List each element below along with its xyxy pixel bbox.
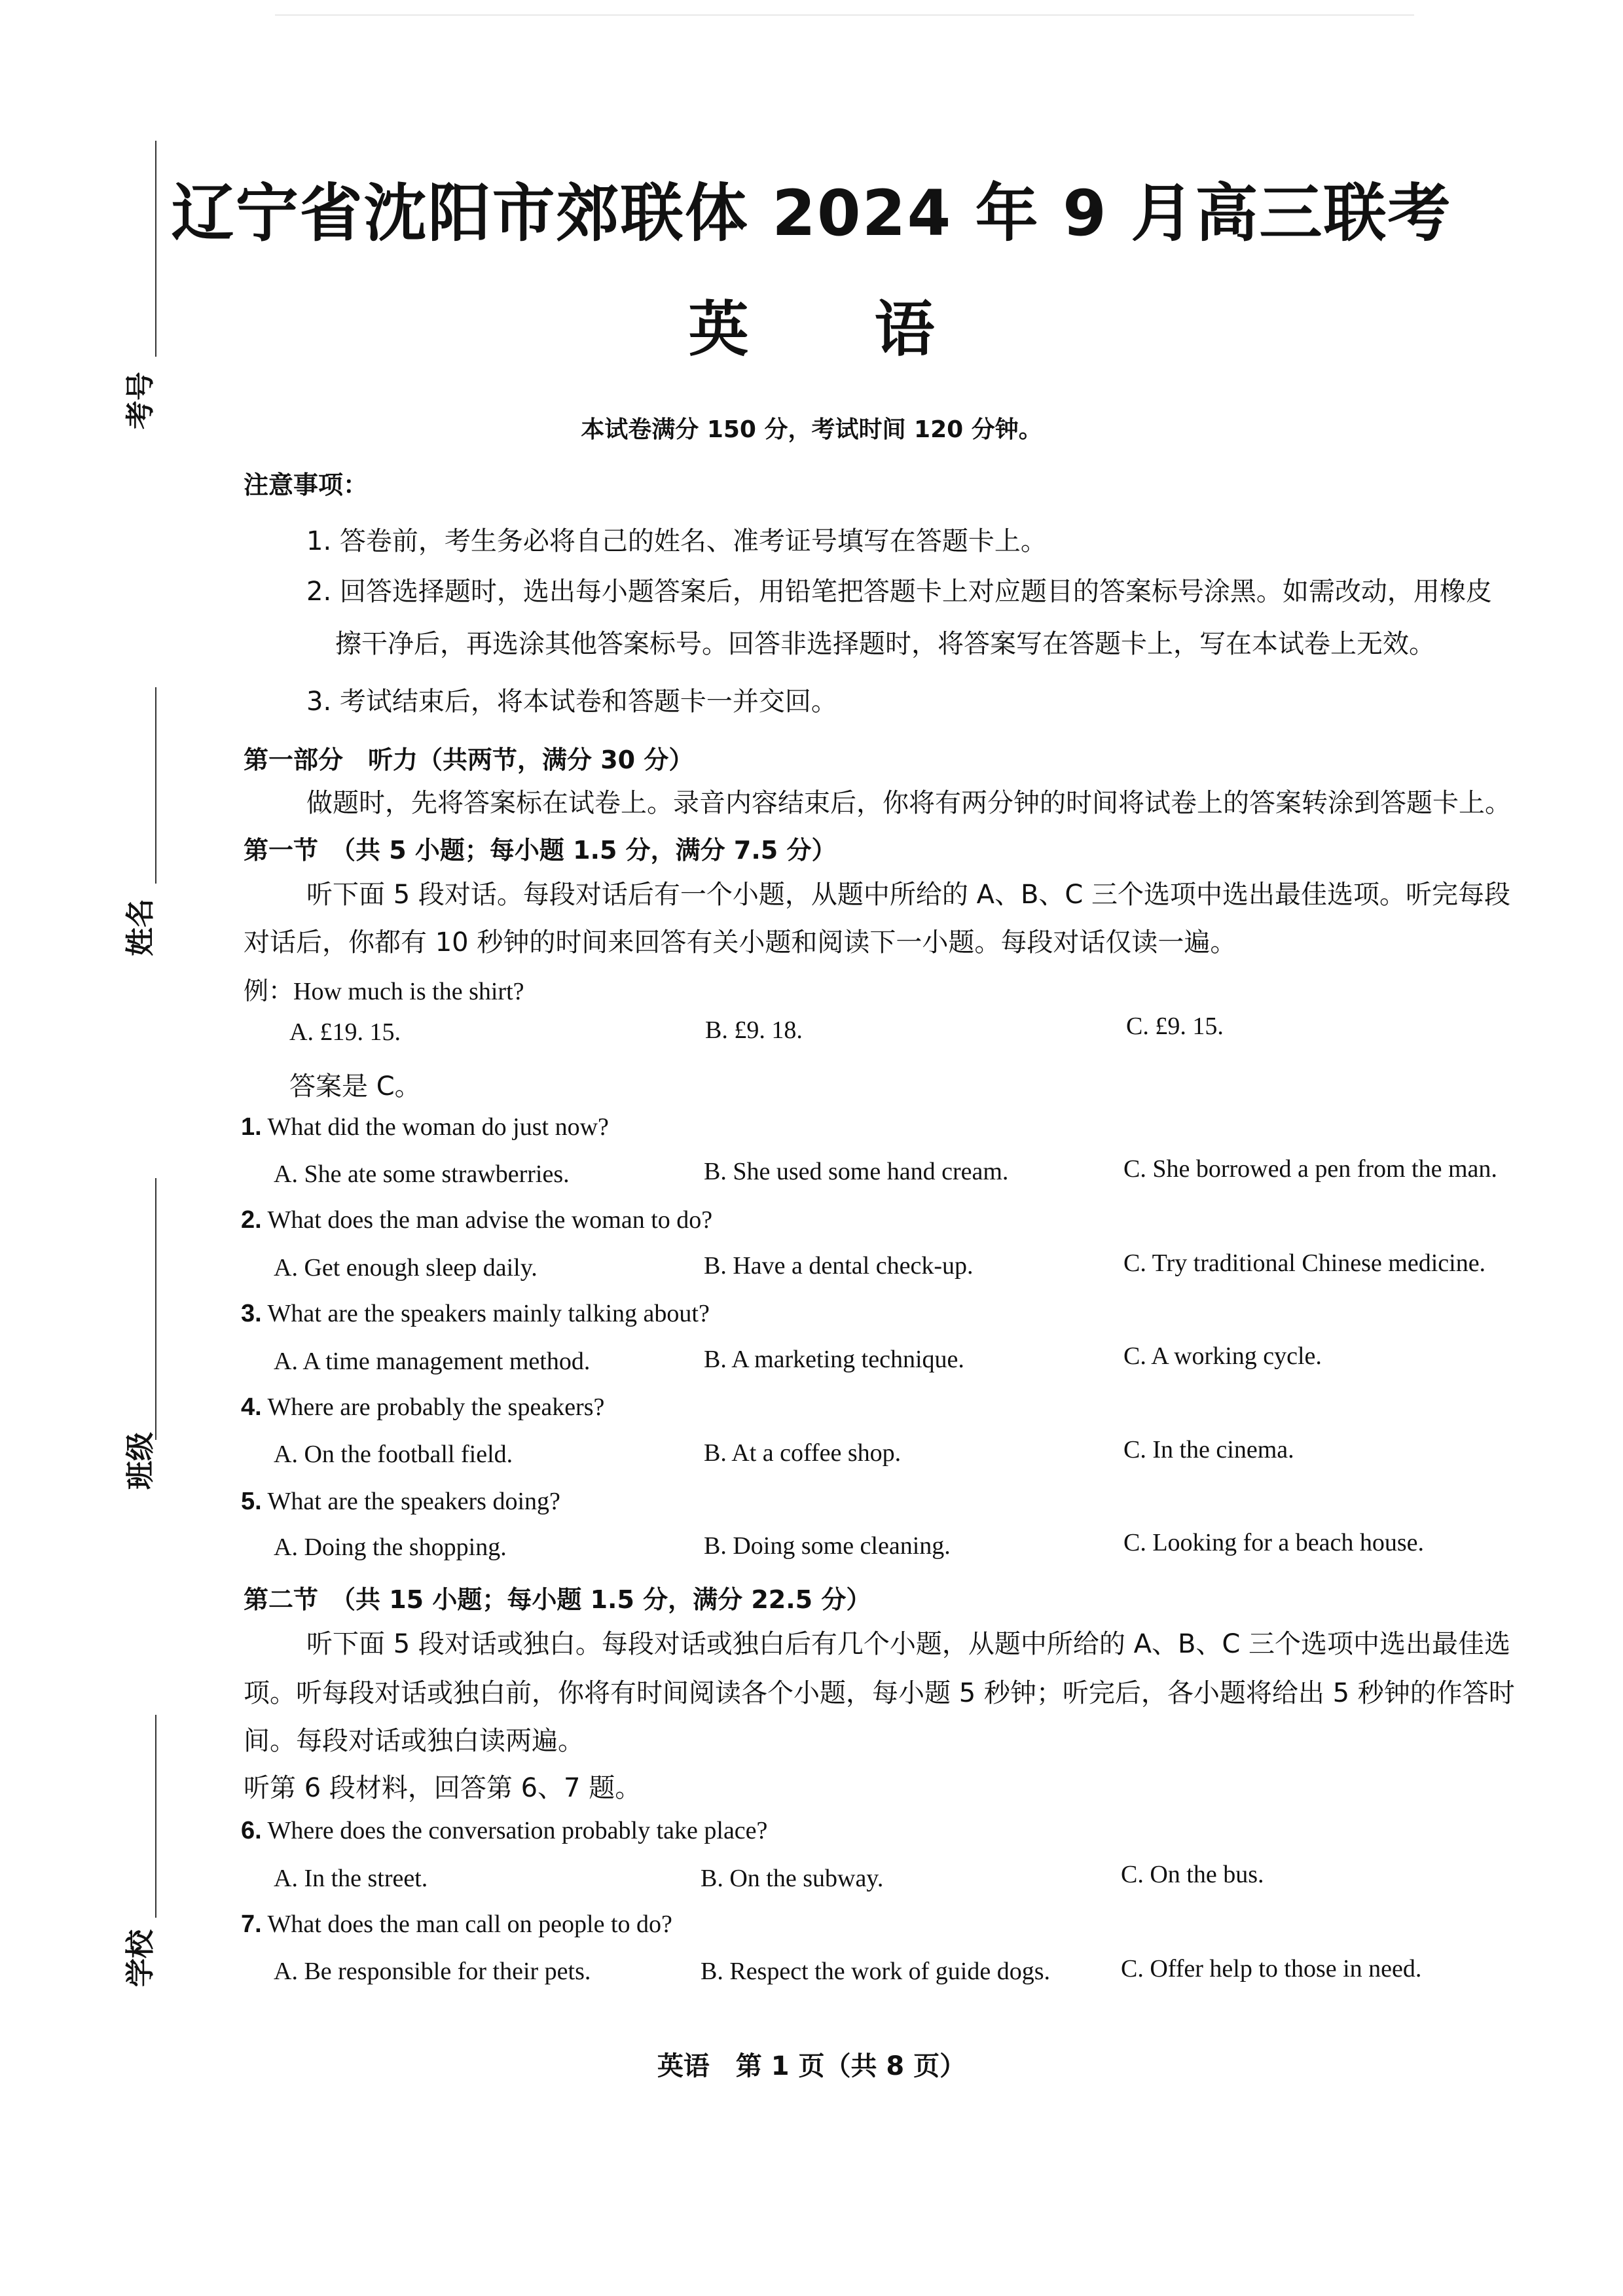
question-text: Where does the conversation probably take place? <box>267 1817 768 1844</box>
example-answer: 答案是 C。 <box>289 1071 421 1102</box>
q5-option-b: B. Doing some cleaning. <box>704 1532 951 1560</box>
name-label: 姓名 <box>124 899 157 956</box>
question-5 <box>241 1487 560 1516</box>
school-label: 学校 <box>124 1929 157 1987</box>
q4-option-c: C. In the cinema. <box>1123 1436 1294 1463</box>
q4-option-a: A. On the football field. <box>274 1441 513 1468</box>
example-prompt: 例：How much is the shirt? <box>244 978 524 1005</box>
example-option-c: C. £9. 15. <box>1126 1013 1224 1040</box>
class-line <box>155 1178 156 1440</box>
section2-instruction-2: 项。听每段对话或独白前，你将有时间阅读各个小题，每小题 5 秒钟；听完后，各小题将给出 5 秒钟的作答时 <box>244 1678 1515 1708</box>
subject-title: 英 语 <box>688 295 987 365</box>
page-footer: 英语 第 1 页（共 8 页） <box>657 2051 966 2081</box>
question-text: What are the speakers mainly talking about? <box>267 1300 710 1327</box>
question-number: 6. <box>241 1817 262 1844</box>
exam-title: 辽宁省沈阳市郊联体 2024 年 9 月高三联考 <box>171 177 1452 250</box>
q1-option-a: A. She ate some strawberries. <box>274 1160 570 1188</box>
question-2 <box>241 1206 712 1234</box>
q5-option-a: A. Doing the shopping. <box>274 1534 507 1561</box>
example-option-a: A. £19. 15. <box>289 1018 401 1046</box>
question-number: 2. <box>241 1206 262 1234</box>
question-text: Where are probably the speakers? <box>267 1393 605 1421</box>
school-line <box>155 1715 156 1918</box>
q7-option-b: B. Respect the work of guide dogs. <box>701 1958 1051 1985</box>
question-number: 5. <box>241 1488 262 1515</box>
q6-option-c: C. On the bus. <box>1121 1861 1264 1888</box>
notice-item-3: 3. 考试结束后，将本试卷和答题卡一并交回。 <box>306 687 837 717</box>
question-number: 4. <box>241 1393 262 1421</box>
section2-heading: 第二节 （共 15 小题；每小题 1.5 分，满分 22.5 分） <box>244 1585 871 1614</box>
score-note: 本试卷满分 150 分，考试时间 120 分钟。 <box>581 416 1042 443</box>
question-1 <box>241 1113 609 1141</box>
notice-item-1: 1. 答卷前，考生务必将自己的姓名、准考证号填写在答题卡上。 <box>306 526 1047 556</box>
q1-option-b: B. She used some hand cream. <box>704 1158 1009 1185</box>
q7-option-c: C. Offer help to those in need. <box>1121 1955 1422 1982</box>
question-number: 7. <box>241 1910 262 1938</box>
q3-option-a: A. A time management method. <box>274 1348 591 1375</box>
example-option-b: B. £9. 18. <box>705 1016 803 1044</box>
class-label: 班级 <box>124 1432 157 1490</box>
q6-option-b: B. On the subway. <box>701 1865 884 1892</box>
part1-heading: 第一部分 听力（共两节，满分 30 分） <box>244 745 694 774</box>
question-number: 1. <box>241 1113 262 1141</box>
material-6-note: 听第 6 段材料，回答第 6、7 题。 <box>244 1773 642 1803</box>
scan-edge-line <box>275 14 1414 16</box>
q5-option-c: C. Looking for a beach house. <box>1123 1529 1425 1556</box>
q3-option-b: B. A marketing technique. <box>704 1346 964 1373</box>
question-text: What does the man call on people to do? <box>267 1910 672 1938</box>
q6-option-a: A. In the street. <box>274 1865 428 1892</box>
section2-instruction-3: 间。每段对话或独白读两遍。 <box>244 1726 584 1756</box>
exam-number-label: 考号 <box>124 372 157 429</box>
question-7 <box>241 1910 672 1939</box>
q3-option-c: C. A working cycle. <box>1123 1342 1322 1370</box>
section1-instruction-2: 对话后，你都有 10 秒钟的时间来回答有关小题和阅读下一小题。每段对话仅读一遍。 <box>244 927 1237 958</box>
notice-item-2-cont: 擦干净后，再选涂其他答案标号。回答非选择题时，将答案写在答题卡上，写在本试卷上无效。 <box>335 629 1435 659</box>
question-text: What did the woman do just now? <box>267 1113 609 1141</box>
q2-option-c: C. Try traditional Chinese medicine. <box>1123 1249 1486 1277</box>
notice-heading: 注意事项： <box>244 471 369 499</box>
q2-option-a: A. Get enough sleep daily. <box>274 1254 538 1282</box>
question-4 <box>241 1393 604 1422</box>
question-text: What does the man advise the woman to do? <box>267 1206 713 1234</box>
notice-item-2: 2. 回答选择题时，选出每小题答案后，用铅笔把答题卡上对应题目的答案标号涂黑。如需改动，用橡皮 <box>306 577 1492 607</box>
q4-option-b: B. At a coffee shop. <box>704 1439 902 1467</box>
part1-instruction: 做题时，先将答案标在试卷上。录音内容结束后，你将有两分钟的时间将试卷上的答案转涂到答题卡上。 <box>306 788 1511 818</box>
question-3 <box>241 1299 710 1328</box>
question-text: What are the speakers doing? <box>267 1488 560 1515</box>
name-line <box>155 687 156 884</box>
section1-heading: 第一节 （共 5 小题；每小题 1.5 分，满分 7.5 分） <box>244 836 837 865</box>
question-number: 3. <box>241 1300 262 1327</box>
question-6 <box>241 1816 767 1845</box>
q2-option-b: B. Have a dental check-up. <box>704 1252 974 1280</box>
q7-option-a: A. Be responsible for their pets. <box>274 1958 591 1985</box>
section2-instruction-1: 听下面 5 段对话或独白。每段对话或独白后有几个小题，从题中所给的 A、B、C 三个选项中选出最佳选 <box>306 1629 1511 1659</box>
section1-instruction-1: 听下面 5 段对话。每段对话后有一个小题，从题中所给的 A、B、C 三个选项中选出最佳选项。听完每段 <box>306 880 1511 910</box>
q1-option-c: C. She borrowed a pen from the man. <box>1123 1155 1497 1183</box>
